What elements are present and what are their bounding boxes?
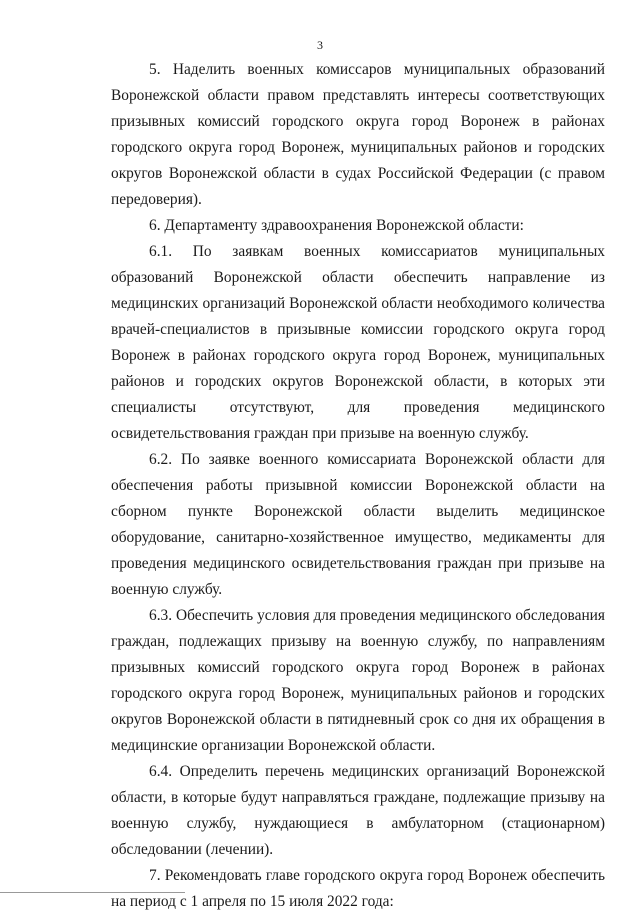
paragraph-6-3: 6.3. Обеспечить условия для проведения медицинского обследования граждан, подлежащих призыву на военную службу, по направлениям призывных комиссий городского округа город Воронеж в районах городского округа город Воронеж, муниципальных районов и городских округов Воронежской области в пятидневный срок со дня их обращения в медицинские организации Воронежской области. <box>111 607 605 754</box>
paragraph-6-4: 6.4. Определить перечень медицинских организаций Воронежской области, в которые будут направляться граждане, подлежащие призыву на военную службу, нуждающиеся в амбулаторном (стационарном) обследовании (лечении). <box>111 763 605 858</box>
document-body <box>111 57 605 915</box>
footer-divider <box>0 892 185 893</box>
paragraph-7: 7. Рекомендовать главе городского округа город Воронеж обеспечить на период с 1 апреля по 15 июля 2022 года: <box>111 867 605 910</box>
paragraph-5: 5. Наделить военных комиссаров муниципальных образований Воронежской области правом представлять интересы соответствующих призывных комиссий городского округа город Воронеж в районах городского округа город Воронеж, муниципальных районов и городских округов Воронежской области в судах Российской Федерации (с правом передоверия). <box>111 61 605 208</box>
paragraph-6-1: 6.1. По заявкам военных комиссариатов муниципальных образований Воронежской области обеспечить направление из медицинских организаций Воронежской области необходимого количества врачей-специалистов в призывные комиссии городского округа город Воронеж в районах городского округа город Воронеж, муниципальных районов и городских округов Воронежской области, в которых эти специалисты отсутствуют, для проведения медицинского освидетельствования граждан при призыве на военную службу. <box>111 243 605 442</box>
paragraph-6: 6. Департаменту здравоохранения Воронежской области: <box>149 217 524 234</box>
paragraph-6-2: 6.2. По заявке военного комиссариата Воронежской области для обеспечения работы призывной комиссии Воронежской области на сборном пункте Воронежской области выделить медицинское оборудование, санитарно-хозяйственное имущество, медикаменты для проведения медицинского освидетельствования граждан при призыве на военную службу. <box>111 451 605 598</box>
page-number: 3 <box>317 38 323 52</box>
